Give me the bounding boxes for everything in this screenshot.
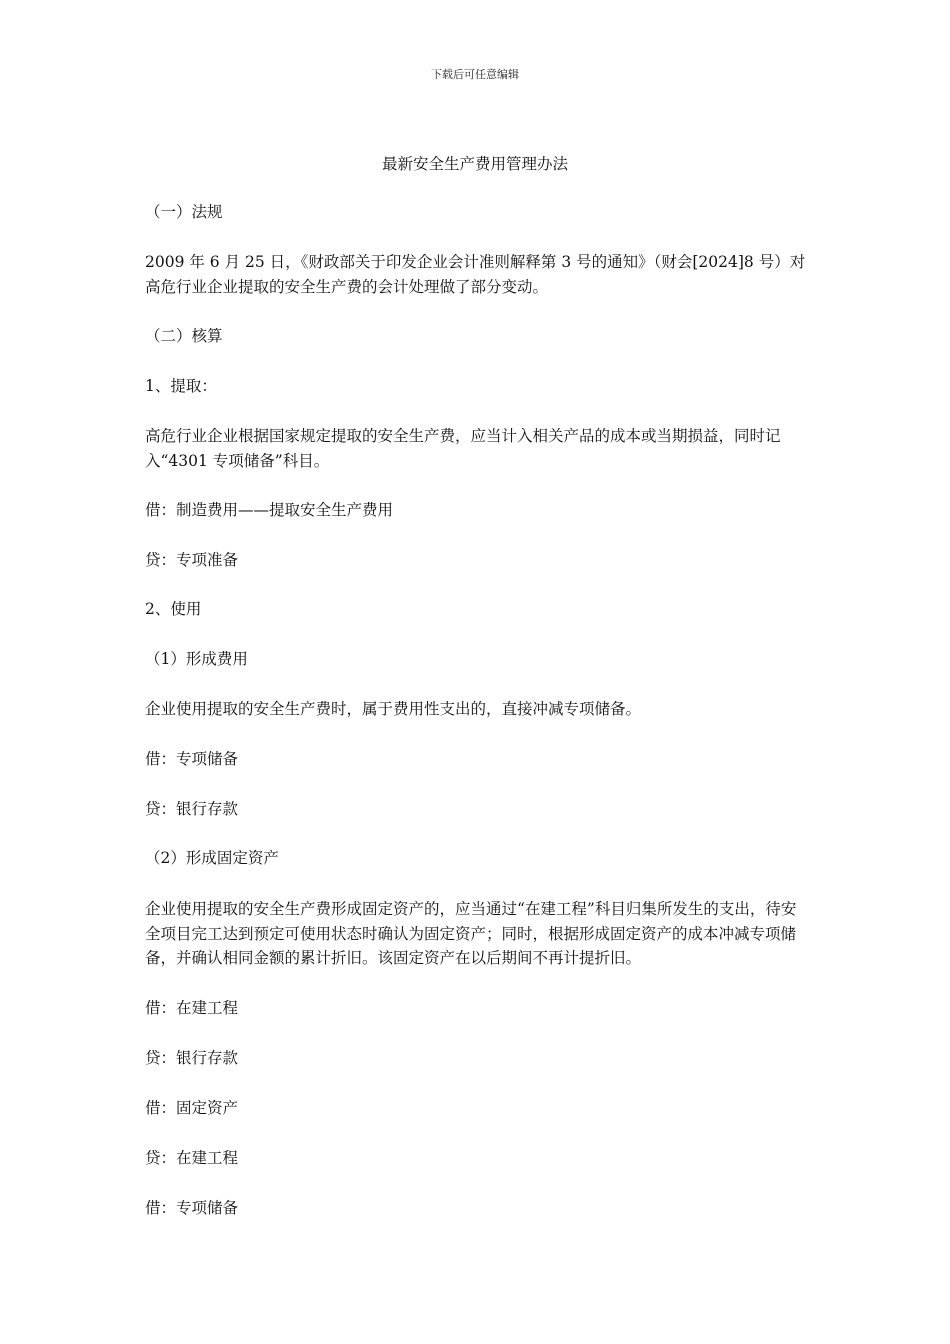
entry-credit-special-reserve: 贷：专项准备 <box>145 551 239 569</box>
section-heading-regulations: （一）法规 <box>145 203 223 221</box>
entry-debit-manufacturing: 借：制造费用——提取安全生产费用 <box>145 501 394 519</box>
header-note: 下载后可任意编辑 <box>431 68 519 81</box>
subheading-usage: 2、使用 <box>145 600 202 618</box>
document-title: 最新安全生产费用管理办法 <box>381 155 568 173</box>
section-heading-accounting: （二）核算 <box>145 327 223 345</box>
paragraph-fixed-assets: 企业使用提取的安全生产费形成固定资产的，应当通过“在建工程”科目归集所发生的支出，待安全项目完工达到预定可使用状态时确认为固定资产；同时，根据形成固定资产的成本冲减专项储备，并确认相同金额的累计折旧。该固定资产在以后期间不再计提折旧。 <box>145 900 797 967</box>
entry-debit-special-reserve-2: 借：专项储备 <box>145 1199 239 1217</box>
subheading-expense: （1）形成费用 <box>145 650 248 668</box>
subheading-fixed-assets: （2）形成固定资产 <box>145 849 279 867</box>
entry-debit-fixed-assets: 借：固定资产 <box>145 1099 239 1117</box>
entry-credit-construction: 贷：在建工程 <box>145 1149 239 1167</box>
paragraph-regulation-notice: 2009 年 6 月 25 日，《财政部关于印发企业会计准则解释第 3 号的通知》（财会[2024]8 号）对高危行业企业提取的安全生产费的会计处理做了部分变动。 <box>145 253 806 296</box>
entry-credit-bank-deposit-2: 贷：银行存款 <box>145 1049 239 1067</box>
entry-debit-construction: 借：在建工程 <box>145 999 239 1017</box>
subheading-extraction: 1、提取： <box>145 377 217 395</box>
entry-credit-bank-deposit: 贷：银行存款 <box>145 800 239 818</box>
paragraph-extraction: 高危行业企业根据国家规定提取的安全生产费，应当计入相关产品的成本或当期损益，同时记入“4301 专项储备”科目。 <box>145 427 781 470</box>
entry-debit-special-reserve: 借：专项储备 <box>145 750 239 768</box>
paragraph-expense: 企业使用提取的安全生产费时，属于费用性支出的，直接冲减专项储备。 <box>145 700 642 718</box>
